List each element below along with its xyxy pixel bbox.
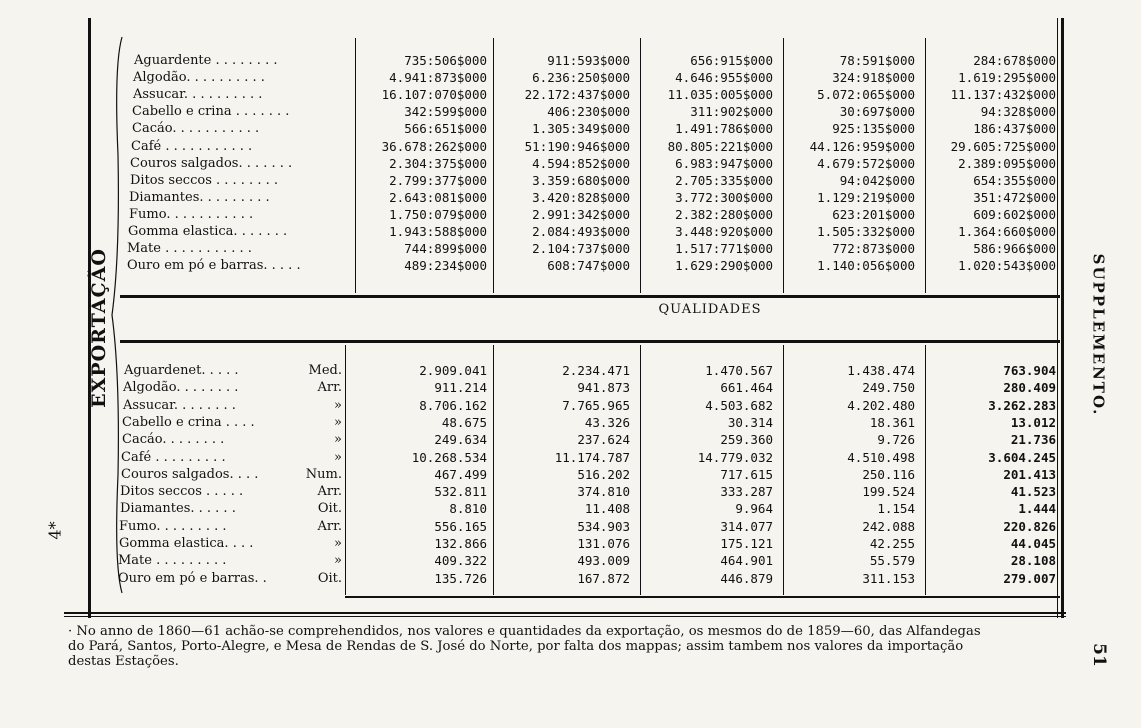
cell-value: 2.104:737$000 [532, 241, 630, 257]
cell-value: 4.941:873$000 [389, 70, 487, 86]
row-label: Couros salgados. . . . . . . [130, 155, 293, 171]
footnote-line-3: destas Estações. [68, 654, 179, 669]
cell-value: 14.779.032 [697, 449, 773, 465]
cell-value: 2.304:375$000 [389, 155, 487, 171]
cell-value: 4.646:955$000 [675, 70, 773, 86]
cell-value: 654:355$000 [973, 172, 1056, 188]
cell-value: 374.810 [577, 484, 630, 500]
cell-value: 5.072:065$000 [817, 87, 915, 103]
table-bottom-rule [345, 596, 1060, 598]
row-label: Algodão. . . . . . . . [123, 380, 239, 396]
cell-value: 2.643:081$000 [389, 189, 487, 205]
cell-value: 249.634 [434, 432, 487, 448]
row-unit: » [334, 414, 342, 430]
cell-value: 11.174.787 [554, 449, 630, 465]
cell-value: 94:042$000 [839, 172, 915, 188]
cell-value: 48.675 [441, 414, 487, 430]
cell-value: 314.077 [720, 518, 773, 534]
row-unit: » [334, 397, 342, 413]
cell-value: 3.448:920$000 [675, 224, 773, 239]
page-number: 51 [1088, 643, 1109, 667]
cell-value: 586:966$000 [973, 241, 1056, 257]
col-rule-3b [640, 345, 641, 595]
row-label: Mate . . . . . . . . . [118, 553, 227, 569]
row-unit: » [334, 449, 342, 465]
cell-value: 1.505:332$000 [817, 224, 915, 239]
cell-value: 36.678:262$000 [381, 138, 487, 154]
cell-value: 406:230$000 [547, 104, 630, 120]
cell-value: 2.799:377$000 [389, 172, 487, 188]
cell-value: 8.810 [449, 501, 487, 517]
section-rule-top [120, 295, 1060, 298]
row-unit: » [334, 553, 342, 569]
row-label: Ditos seccos . . . . . [120, 484, 244, 500]
cell-value: 1.444 [1018, 501, 1056, 517]
footnote-line-2: do Pará, Santos, Porto-Alegre, e Mesa de Rendas de S. José do Norte, por falta dos mappas; assim tambem nos valores da importação [68, 639, 964, 654]
cell-value: 22.172:437$000 [524, 87, 630, 103]
cell-value: 342:599$000 [404, 104, 487, 120]
row-label: Café . . . . . . . . . [121, 449, 226, 465]
row-label: Assucar. . . . . . . . [123, 397, 236, 413]
row-label: Diamantes. . . . . . . . . [129, 189, 270, 205]
cell-value: 467.499 [434, 466, 487, 482]
row-label: Assucar. . . . . . . . . . [133, 87, 263, 103]
cell-value: 464.901 [720, 553, 773, 569]
row-unit: » [334, 536, 342, 551]
row-label: Ouro em pó e barras. . . . . [127, 258, 301, 274]
cell-value: 1.491:786$000 [675, 121, 773, 137]
cell-value: 237.624 [577, 432, 630, 448]
cell-value: 1.470.567 [705, 363, 773, 378]
cell-value: 2.382:280$000 [675, 206, 773, 222]
cell-value: 9.964 [735, 501, 773, 517]
cell-value: 1.943:588$000 [389, 224, 487, 239]
cell-value: 609:602$000 [973, 206, 1056, 222]
cell-value: 1.438.474 [847, 363, 915, 378]
row-label: Mate . . . . . . . . . . . [127, 241, 252, 257]
section-rule-bottom [120, 340, 1060, 343]
cell-value: 284:678$000 [973, 53, 1056, 68]
cell-value: 30.314 [727, 414, 773, 430]
frame-right-rule-inner [1057, 18, 1058, 618]
row-unit: Oit. [317, 501, 342, 517]
cell-value: 532.811 [434, 484, 487, 500]
row-label: Algodão. . . . . . . . . . [133, 70, 265, 86]
cell-value: 7.765.965 [562, 397, 630, 413]
cell-value: 167.872 [577, 570, 630, 586]
cell-value: 3.772:300$000 [675, 189, 773, 205]
row-label: Ditos seccos . . . . . . . . [130, 172, 278, 188]
cell-value: 6.983:947$000 [675, 155, 773, 171]
cell-value: 13.012 [1010, 414, 1056, 430]
cell-value: 656:915$000 [690, 53, 773, 68]
row-label: Fumo. . . . . . . . . [119, 518, 227, 534]
cell-value: 3.359:680$000 [532, 172, 630, 188]
cell-value: 1.020:543$000 [958, 258, 1056, 274]
cell-value: 4.503.682 [705, 397, 773, 413]
supplemento-header: SUPPLEMENTO. [1089, 253, 1107, 417]
row-label: Ouro em pó e barras. . [118, 570, 267, 586]
cell-value: 1.154 [877, 501, 915, 517]
cell-value: 3.604.245 [988, 449, 1056, 465]
cell-value: 280.409 [1003, 380, 1056, 396]
row-unit: Med. [308, 363, 342, 378]
footnote [68, 624, 1078, 669]
col-rule-2b [493, 345, 494, 595]
cell-value: 623:201$000 [832, 206, 915, 222]
cell-value: 566:651$000 [404, 121, 487, 137]
row-label: Cacáo. . . . . . . . . . . [132, 121, 260, 137]
cell-value: 11.408 [584, 501, 630, 517]
cell-value: 2.705:335$000 [675, 172, 773, 188]
cell-value: 30:697$000 [839, 104, 915, 120]
cell-value: 43.326 [584, 414, 630, 430]
row-unit: Arr. [317, 518, 342, 534]
cell-value: 2.909.041 [419, 363, 487, 378]
cell-value: 131.076 [577, 536, 630, 551]
cell-value: 6.236:250$000 [532, 70, 630, 86]
cell-value: 735:506$000 [404, 53, 487, 68]
cell-value: 3.262.283 [988, 397, 1056, 413]
cell-value: 220.826 [1003, 518, 1056, 534]
cell-value: 80.805:221$000 [667, 138, 773, 154]
cell-value: 493.009 [577, 553, 630, 569]
cell-value: 1.619:295$000 [958, 70, 1056, 86]
cell-value: 324:918$000 [832, 70, 915, 86]
col-rule-1b [345, 345, 346, 595]
cell-value: 717.615 [720, 466, 773, 482]
cell-value: 311:902$000 [690, 104, 773, 120]
cell-value: 409.322 [434, 553, 487, 569]
cell-value: 132.866 [434, 536, 487, 551]
cell-value: 446.879 [720, 570, 773, 586]
row-label: Cabello e crina . . . . . . . [132, 104, 290, 120]
cell-value: 2.234.471 [562, 363, 630, 378]
row-label: Aguardente . . . . . . . . [134, 53, 278, 68]
cell-value: 1.750:079$000 [389, 206, 487, 222]
cell-value: 1.629:290$000 [675, 258, 773, 274]
row-label: Gomma elastica. . . . [119, 536, 254, 551]
cell-value: 9.726 [877, 432, 915, 448]
cell-value: 16.107:070$000 [381, 87, 487, 103]
cell-value: 661.464 [720, 380, 773, 396]
cell-value: 556.165 [434, 518, 487, 534]
cell-value: 186:437$000 [973, 121, 1056, 137]
cell-value: 4.202.480 [847, 397, 915, 413]
cell-value: 44.045 [1010, 536, 1056, 551]
row-unit: Oit. [317, 570, 342, 586]
cell-value: 78:591$000 [839, 53, 915, 68]
footnote-line-1: · No anno de 1860—61 achão-se comprehendidos, nos valores e quantidades da exportação, os mesmos do de 1859—60, das Alfandegas [68, 624, 981, 639]
cell-value: 744:899$000 [404, 241, 487, 257]
cell-value: 3.420:828$000 [532, 189, 630, 205]
cell-value: 534.903 [577, 518, 630, 534]
cell-value: 911:593$000 [547, 53, 630, 68]
cell-value: 608:747$000 [547, 258, 630, 274]
row-unit: Arr. [317, 380, 342, 396]
cell-value: 351:472$000 [973, 189, 1056, 205]
cell-value: 4.510.498 [847, 449, 915, 465]
row-label: Café . . . . . . . . . . . [131, 138, 253, 154]
cell-value: 489:234$000 [404, 258, 487, 274]
cell-value: 10.268.534 [411, 449, 487, 465]
cell-value: 516.202 [577, 466, 630, 482]
cell-value: 4.594:852$000 [532, 155, 630, 171]
row-label: Cacáo. . . . . . . . [122, 432, 225, 448]
col-rule-1 [355, 38, 356, 293]
row-unit: Arr. [317, 484, 342, 500]
cell-value: 242.088 [862, 518, 915, 534]
cell-value: 11.137:432$000 [950, 87, 1056, 103]
qualidades-header: QUALIDADES [658, 302, 762, 317]
cell-value: 1.129:219$000 [817, 189, 915, 205]
cell-value: 2.084:493$000 [532, 224, 630, 239]
cell-value: 28.108 [1010, 553, 1056, 569]
cell-value: 1.305:349$000 [532, 121, 630, 137]
cell-value: 250.116 [862, 466, 915, 482]
row-label: Fumo. . . . . . . . . . . [129, 206, 254, 222]
cell-value: 259.360 [720, 432, 773, 448]
cell-value: 279.007 [1003, 570, 1056, 586]
cell-value: 941.873 [577, 380, 630, 396]
cell-value: 772:873$000 [832, 241, 915, 257]
cell-value: 18.361 [869, 414, 915, 430]
cell-value: 311.153 [862, 570, 915, 586]
cell-value: 763.904 [1003, 363, 1056, 378]
row-label: Diamantes. . . . . . [120, 501, 236, 517]
cell-value: 29.605:725$000 [950, 138, 1056, 154]
row-label: Aguardenet. . . . . [124, 363, 239, 378]
cell-value: 2.991:342$000 [532, 206, 630, 222]
cell-value: 55.579 [869, 553, 915, 569]
col-rule-4 [783, 38, 784, 293]
frame-bottom-rule-2 [64, 616, 1066, 617]
cell-value: 2.389:095$000 [958, 155, 1056, 171]
col-rule-2 [493, 38, 494, 293]
frame-bottom-rule [64, 612, 1066, 614]
row-label: Couros salgados. . . . [121, 466, 259, 482]
margin-mark: 4* [45, 520, 65, 540]
cell-value: 11.035:005$000 [667, 87, 773, 103]
row-label: Cabello e crina . . . . [122, 414, 255, 430]
cell-value: 44.126:959$000 [809, 138, 915, 154]
col-rule-3 [640, 38, 641, 293]
cell-value: 1.517:771$000 [675, 241, 773, 257]
cell-value: 201.413 [1003, 466, 1056, 482]
col-rule-4b [783, 345, 784, 595]
cell-value: 42.255 [869, 536, 915, 551]
cell-value: 199.524 [862, 484, 915, 500]
cell-value: 925:135$000 [832, 121, 915, 137]
exportacao-side-label: EXPORTAÇÃO [88, 248, 110, 408]
cell-value: 333.287 [720, 484, 773, 500]
cell-value: 911.214 [434, 380, 487, 396]
cell-value: 175.121 [720, 536, 773, 551]
cell-value: 1.140:056$000 [817, 258, 915, 274]
cell-value: 1.364:660$000 [958, 224, 1056, 239]
cell-value: 135.726 [434, 570, 487, 586]
cell-value: 249.750 [862, 380, 915, 396]
cell-value: 94:328$000 [980, 104, 1056, 120]
row-label: Gomma elastica. . . . . . . [128, 224, 288, 239]
row-unit: » [334, 432, 342, 448]
cell-value: 51:190:946$000 [524, 138, 630, 154]
cell-value: 41.523 [1010, 484, 1056, 500]
frame-right-rule [1061, 18, 1064, 618]
cell-value: 4.679:572$000 [817, 155, 915, 171]
cell-value: 21.736 [1010, 432, 1056, 448]
cell-value: 8.706.162 [419, 397, 487, 413]
row-unit: Num. [305, 466, 342, 482]
